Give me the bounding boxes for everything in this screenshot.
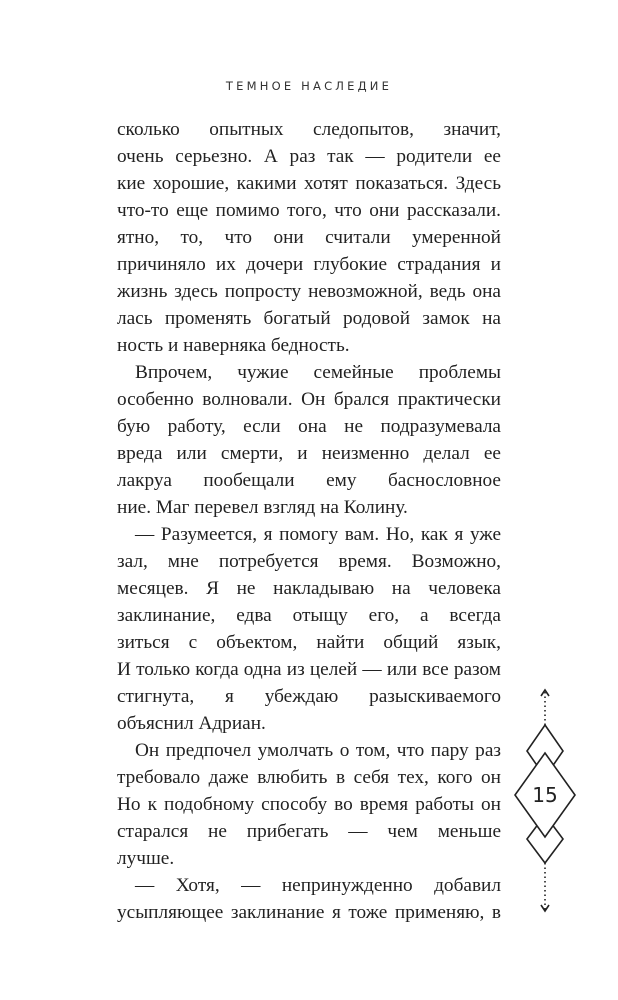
page-number: 15 [532,783,558,807]
text-line: кие хорошие, какими хотят показаться. Здесь [117,173,501,194]
text-line: требовало даже влюбить в себя тех, кого он [117,767,501,788]
text-line: лась променять богатый родовой замок на [117,308,501,329]
text-line: ность и наверняка бедность. [117,335,350,356]
text-line: очень серьезно. А раз так — родители ее [117,146,501,167]
text-line: — Разумеется, я помогу вам. Но, как я уже [135,524,501,545]
text-line: особенно волновали. Он брался практически [117,389,501,410]
text-line: старался не прибегать — чем меньше [117,821,501,842]
running-header: ТЕМНОЕ НАСЛЕДИЕ [225,79,393,93]
text-line: зиться с объектом, найти общий язык, [117,632,501,653]
text-line: объяснил Адриан. [117,713,266,734]
text-line: И только когда одна из целей — или все разом [117,659,501,680]
text-line: бую работу, если она не подразумевала [117,416,501,437]
text-line: что-то еще помимо того, что они рассказали. [117,200,501,221]
text-line: ние. Маг перевел взгляд на Колину. [117,497,408,518]
text-line: Но к подобному способу во время работы он [117,794,501,815]
text-line: заклинание, едва отыщу его, а всегда [117,605,501,626]
text-line: ятно, то, что они считали умеренной [117,227,501,248]
text-line: причиняло их дочери глубокие страдания и [117,254,501,275]
text-line: сколько опытных следопытов, значит, [117,119,501,140]
text-line: усыпляющее заклинание я тоже применяю, в [117,902,501,923]
text-line: зал, мне потребуется время. Возможно, [117,551,501,572]
text-line: лакруа пообещали ему баснословное [117,470,501,491]
text-line: — Хотя, — непринужденно добавил [135,875,501,896]
text-line: Впрочем, чужие семейные проблемы [135,362,501,383]
text-line: вреда или смерти, и неизменно делал ее [117,443,501,464]
text-line: Он предпочел умолчать о том, что пару раз [135,740,501,761]
text-line: жизнь здесь попросту невозможной, ведь она [117,281,501,302]
text-line: месяцев. Я не накладываю на человека [117,578,501,599]
text-line: лучше. [117,848,175,869]
text-line: стигнута, я убеждаю разыскиваемого [117,686,501,707]
body-text [117,116,501,926]
